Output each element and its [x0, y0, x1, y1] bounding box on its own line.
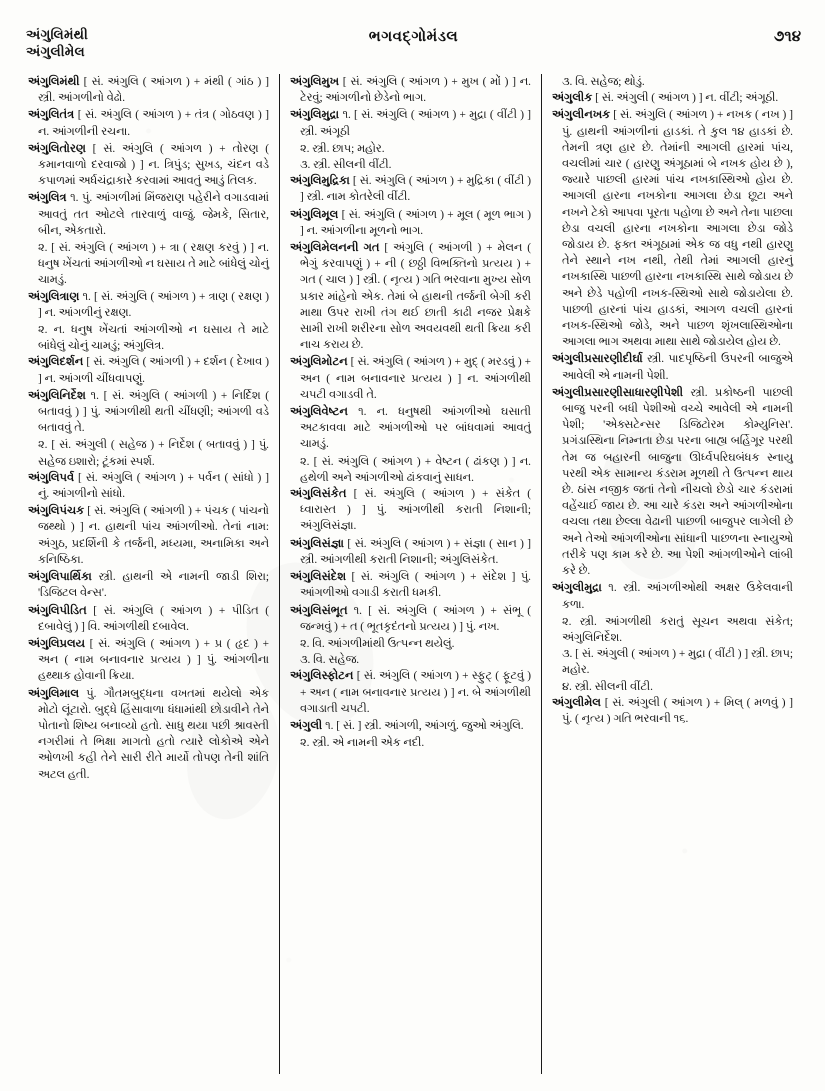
dictionary-entry: [290, 107, 531, 139]
entry-headword: અંગુલિમાલ: [28, 687, 80, 700]
entry-definition: [ સં. અંગુલિ ( આંગળ ) + મૂલ ( મૂળ ભાગ ) ] ન. આંગળીના મૂળનો ભાગ.: [300, 208, 531, 237]
entry-headword: અંગુલિસંજ્ઞા: [290, 537, 345, 550]
dictionary-entry: [290, 207, 531, 239]
entry-definition: [ સં. અંગુલી ( આંગળ ) + મિલ્ ( મળવું ) ] પું. ( નૃત્ય ) ગતિ ભરવાની ૧૬.: [562, 696, 793, 725]
entry-definition: ૨. સ્ત્રી. છાપ; મહોર.: [300, 142, 385, 155]
book-title: ભગવદ્ગોમંડલ: [368, 29, 459, 45]
entry-headword: અંગુલિતોરણ: [28, 142, 86, 155]
dictionary-sense: [552, 679, 793, 695]
entry-definition: સ્ત્રી. પાદપૃષ્ઠિની ઉપરની બાજુએ આવેલી એ નામની પેશી.: [562, 353, 793, 382]
column-1: [22, 74, 275, 1074]
dictionary-sense: [290, 735, 531, 751]
entry-definition: ૧. પું. આંગળીમાં મિંજરાણ પહેરીને વગાડવામાં આવતું તત ઓટલે તારવાળું વાજું. જેમકે, સિતાર, બીન, એકતારો.: [38, 192, 269, 237]
entry-headword: અંગુલિપાર્થિકા: [28, 571, 92, 584]
entry-definition: [ સં. અંગુલિ ( આંગળ ) + મુદ્ ( મરડવું ) + અન ( નામ બનાવનાર પ્રત્યય ) ] ન. આંગળીથી ચપટી વગાડવી તે.: [300, 356, 531, 401]
dictionary-entry: [28, 289, 269, 321]
entry-headword: અંગુલીમેલ: [552, 696, 601, 709]
dictionary-entry: [28, 354, 269, 386]
entry-definition: [ સં. અંગુલિ ( આંગળ ) + પ્ર ( હૃદ ) + અન ( નામ બનાવનાર પ્રત્યય ) ] પું. આંગળીના હથ્થાક હોવાની ક્રિયા.: [38, 637, 269, 683]
entry-definition: [ સં. અંગુલિ ( આંગળી ) + દર્શન ( દેખાવ ) ] ન. આંગળી ચીંધવાપણું.: [38, 356, 269, 385]
dictionary-entry: [28, 107, 269, 139]
entry-headword: અંગુલિમંથી: [28, 76, 80, 88]
dictionary-entry: [290, 569, 531, 601]
page-number: ૭૧૪: [773, 29, 801, 45]
entry-headword: અંગુલિત્ર: [28, 192, 67, 205]
dictionary-entry: [290, 404, 531, 453]
entry-definition: સ્ત્રી. પ્રકોષ્ઠની પાછલી બાજુ પરની બધી પેશીઓ વચ્ચે આવેલી એ નામની પેશી; 'એક્સટેન્સર ડિજિટોરમ કોમ્યુનિસ'. પ્રગંડાસ્થિના નિમ્નતા છેડા પરના બાહ્ય બર્હિગૂર પરથી તેમ જ બહારની બાજુના ઊર્ધ્વપરિઘબંધક સ્નાયુ પરથી એક સામાન્ય કંડરામ મૂળથી તે ઉત્પન્ન થાય છે. ઠાંસ નજીક જતાં તેનો નીચલો છેડો ચાર કંડરામાં વહેંચાઈ જાય છે. આ ચારે કંડરા અને આંગળીઓના વચલા તથા છેલ્લા વેઢાની પાછળી બાજુપર લાગેલી છે અને તેઓ આંગળીઓના સાંધાની પાછળના સ્નાયુઓ તરીકે પણ કામ કરે છે. આ પેશી આંગળીઓને લાંબી કરે છે.: [562, 386, 793, 578]
dictionary-entry: [290, 668, 531, 717]
columns-container: [22, 74, 805, 1074]
dictionary-entry: [28, 388, 269, 437]
entry-definition: [ સં. અંગુલિ ( આંગળી ) + પંચક ( પાંચનો જથ્થો ) ] ન. હાથની પાંચ આંગળીઓ. તેનાં નામ: અંગુઠ, પ્રદર્શિની કે તર્જની, મધ્યમા, અનામિકા અને કનિષ્ઠિકા.: [38, 505, 269, 566]
entry-headword: અંગુલિમૂલ: [290, 208, 339, 221]
entry-definition: [ સં. અંગુલિ ( આંગળ ) + સ્ફુટ્ ( ફૂટવું ) + અન ( નામ બનાવનાર પ્રત્યય ) ] ન. બે આંગળીથી વગાડાતી ચપટી.: [300, 670, 531, 715]
entry-definition: [ અંગુલિ ( આંગળી ) + મેલન ( ભેગું કરવાપણું ) + ની ( છઠ્ઠી વિભક્તિનો પ્રત્યય ) + ગત ( ચાલ ) ] સ્ત્રી. ( નૃત્ય ) ગતિ ભરવાના મુખ્ય સોળ પ્રકાર માંહેનો એક. તેમાં બે હાથની તર્જની બેગી કરી માથા ઉપર રાખી તંગ થઈ છાતી કાઢી નજર પ્રેક્ષકે સામી રાખી શરીરના સોળ અવયવથી થતી ક્રિયા કરી નાચ કરાય છે.: [300, 242, 531, 352]
running-word-first: અંગુલિમંથી: [26, 27, 89, 42]
entry-headword: અંગુલિત્રાણ: [28, 290, 80, 303]
dictionary-sense: [28, 322, 269, 354]
entry-definition: ૨. [ સં. અંગુલિ ( આંગળ ) + ત્રા ( રક્ષણ કરવું ) ] ન. ધનુષ ખેંચતાં આંગળીઓ ન ઘસાય તે માટે બાંધેલું ચોનું ચામડું.: [38, 242, 269, 287]
entry-headword: અંગુલિપર્વ: [28, 471, 75, 484]
dictionary-entry: [552, 385, 793, 579]
entry-headword: અંગુલીપ્રસારણીસાધારણીપેશી: [552, 386, 684, 399]
entry-definition: [ સં. અંગુલિ ( આંગળ ) + મંથી ( ગાંઠ ) ] સ્ત્રી. આંગળીનો વેઢો.: [38, 76, 269, 105]
entry-definition: ૨. ન. ધનુષ ખેંચતાં આંગળીઓ ન ઘસાય તે માટે બાંધેલું ચોનું ચામડું; અંગુલિત્ર.: [38, 324, 269, 353]
page-header: [26, 26, 801, 70]
entry-definition: [ સં. અંગુલી ( આંગળ ) ] ન. વીંટી; અંગૂઠી.: [592, 92, 779, 105]
dictionary-entry: [290, 718, 531, 734]
dictionary-sense: [290, 141, 531, 157]
entry-headword: અંગુલીપ્રસારણીદીર્ઘા: [552, 353, 643, 366]
entry-headword: અંગુલીમુદ્રા: [552, 582, 602, 595]
column-divider-1: [279, 74, 280, 1074]
entry-definition: સ્ત્રી. હાથની એ નામની જાડી શિરા; 'ડિજિટલ વેન્સ'.: [38, 571, 269, 600]
entry-headword: અંગુલિપંચક: [28, 505, 85, 518]
dictionary-sense: [290, 652, 531, 668]
dictionary-entry: [28, 636, 269, 685]
entry-definition: ૩. વિ. સહેજ; થોડું.: [562, 76, 645, 88]
dictionary-entry: [28, 141, 269, 190]
dictionary-sense: [552, 74, 793, 90]
dictionary-entry: [28, 190, 269, 239]
entry-headword: અંગુલિમુખ: [290, 76, 340, 88]
entry-headword: અંગુલિસંભૂત: [290, 604, 348, 617]
entry-definition: ૧. ન. ધનુષથી આંગળીઓ ઘસાતી અટકાવવા માટે આંગળીઓ પર બાંધવામાં આવતું ચામડું.: [300, 406, 531, 451]
entry-headword: અંગુલિમેલનની ગત: [290, 242, 380, 255]
entry-headword: અંગુલિદર્શન: [28, 356, 84, 369]
entry-definition: [ સં. અંગુલિ ( આંગળ ) + સંદેશ ] પું. આંગળીઓ વગાડી કરાતી ધમકી.: [300, 571, 531, 600]
dictionary-entry: [552, 90, 793, 106]
entry-definition: ૨. વિ. આંગળીમાંથી ઉત્પન્ન થયેલું.: [300, 637, 455, 650]
dictionary-entry: [552, 580, 793, 612]
dictionary-entry: [552, 107, 793, 350]
dictionary-entry: [28, 686, 269, 783]
dictionary-entry: [28, 470, 269, 502]
entry-definition: [ સં. અંગુલિ ( આંગળ ) + તંત્ર ( ગોઠવણ ) ] ન. આંગળીની રચના.: [38, 109, 269, 138]
dictionary-entry: [290, 536, 531, 568]
dictionary-entry: [28, 503, 269, 568]
dictionary-entry: [290, 74, 531, 106]
entry-definition: [ સં. અંગુલિ ( આંગળ ) + સંજ્ઞા ( સાન ) ] સ્ત્રી. આંગળીથી કરાતી નિશાની; અંગુલિસંકેત.: [300, 537, 531, 566]
entry-definition: [ સં. અંગુલિ ( આંગળ ) + તોરણ ( કમાનવાળો દરવાજો ) ] ન. ત્રિપુંડ; સુખડ, ચંદન વડે કપાળમાં અર્ધચંદ્રાકારે કરવામાં આવતું આડું તિલક.: [38, 142, 269, 188]
entry-definition: ૨. [ સં. અંગુલિ ( આંગળ ) + વેષ્ટન ( ઢાંકણ ) ] ન. હથેળી અને આંગળીઓ ઢાંકવાનું સાધન.: [300, 455, 531, 484]
entry-definition: પું. ગૌતમબુદ્ધના વખતમાં થયેલો એક મોટો લૂંટારો. બુદ્ધે હિંસાવાળા ધંધામાંથી છોડાવીને તેને પોતાનો શિષ્ય બનાવ્યો હતો. સાધુ થયા પછી શ્રાવસ્તી નગરીમાં તે ભિક્ષા માગતો હતો ત્યારે લોકોએ એને ઓળખી કહી તેને સારી રીતે માર્યો તોપણ તેની શાંતિ અટલ હતી.: [38, 687, 269, 781]
dictionary-entry: [290, 240, 531, 353]
entry-headword: અંગુલિપ્રલય: [28, 637, 85, 650]
entry-definition: ૪. સ્ત્રી. સીલની વીંટી.: [562, 680, 653, 693]
dictionary-entry: [290, 603, 531, 635]
entry-definition: ૧. [ સં. ] સ્ત્રી. આંગળી, આંગળું. જુઓ અંગુલિ.: [322, 719, 524, 732]
entry-definition: ૨. સ્ત્રી. એ નામની એક નદી.: [300, 737, 425, 750]
entry-headword: અંગુલિસ્ફોટન: [290, 670, 354, 683]
dictionary-entry: [552, 351, 793, 383]
entry-definition: [ સં. અંગુલિ ( આંગળ ) + મુખ ( મોં ) ] ન. ટેરવું; આંગળીનો છેડેનો ભાગ.: [300, 76, 531, 105]
dictionary-sense: [552, 646, 793, 678]
dictionary-entry: [28, 74, 269, 106]
entry-headword: અંગુલિવેષ્ટન: [290, 406, 348, 419]
entry-definition: ૩. વિ. સહેજ.: [300, 654, 360, 667]
entry-headword: અંગુલિપીડિત: [28, 604, 87, 617]
entry-headword: અંગુલિનિર્દેશ: [28, 389, 86, 402]
dictionary-entry: [290, 354, 531, 403]
dictionary-sense: [552, 614, 793, 646]
entry-definition: [ સં. અંગુલિ ( આંગળ ) + મુદ્રિકા ( વીંટી ) ] સ્ત્રી. નામ કોતરેલી વીંટી.: [300, 175, 531, 204]
entry-definition: ૨. સ્ત્રી. આંગળીથી કરાતું સૂચન અથવા સંકેત; અંગુલિનિર્દેશ.: [562, 615, 793, 644]
entry-definition: ૧. [ સં. અંગુલિ ( આંગળ ) + સંભૂ ( જન્મવું ) + ત ( ભૂતકૃદંતનો પ્રત્યય ) ] પું. નખ.: [300, 604, 531, 633]
entry-headword: અંગુલિતંત્ર: [28, 109, 75, 122]
entry-definition: [ સં. અંગુલિ ( આંગળ ) + પર્વન ( સાંધો ) ] નું. આંગળીનો સાંધો.: [38, 471, 269, 501]
entry-headword: અંગુલિસંદેશ: [290, 571, 347, 584]
entry-definition: ૧. [ સં. અંગુલિ ( આંગળ ) + ત્રાણ ( રક્ષણ ) ] ન. આંગળીનું રક્ષણ.: [38, 290, 269, 319]
entry-definition: ૧. [ સં. અંગુલિ ( આંગળ ) + મુદ્રા ( વીંટી ) ] સ્ત્રી. અંગૂઠી: [300, 109, 531, 138]
dictionary-entry: [28, 603, 269, 635]
column-divider-2: [541, 74, 542, 1074]
entry-definition: ૨. [ સં. અંગુલી ( સહેજ ) + નિર્દેશ ( બતાવવું ) ] પું. સહેજ ઇશારો; ટૂંકમાં સ્પર્શ.: [38, 439, 269, 468]
entry-headword: અંગુલિમોટન: [290, 356, 348, 369]
entry-definition: [ સં. અંગુલિ ( આંગળ ) + સંકેત ( ધ્વારાસ્ત ) ] પું. આંગળીથી કરાતી નિશાની; અંગુલિસંજ્ઞા.: [300, 488, 531, 533]
column-3: [546, 74, 799, 1074]
entry-definition: ૩. [ સં. અંગુલી ( આંગળ ) + મુદ્રા ( વીંટી ) ] સ્ત્રી. છાપ; મહોર.: [562, 648, 793, 677]
dictionary-sense: [28, 240, 269, 289]
dictionary-sense: [290, 454, 531, 486]
entry-definition: ૧. સ્ત્રી. આંગળીઓથી અક્ષર ઉકેલવાની કળા.: [562, 582, 793, 611]
entry-headword: અંગુલિમુદ્રિકા: [290, 175, 350, 188]
entry-headword: અંગુલિમુદ્રા: [290, 109, 340, 122]
entry-definition: ૩. સ્ત્રી. સીલની વીંટી.: [300, 159, 392, 172]
entry-headword: અંગુલીનખક: [552, 109, 611, 122]
dictionary-entry: [28, 569, 269, 601]
entry-headword: અંગુલિસંકેત: [290, 488, 347, 501]
dictionary-entry: [552, 695, 793, 727]
dictionary-sense: [28, 437, 269, 469]
dictionary-sense: [290, 636, 531, 652]
dictionary-sense: [290, 157, 531, 173]
dictionary-entry: [290, 486, 531, 535]
entry-definition: ૧. [ સં. અંગુલિ ( આંગળી ) + નિર્દિશ ( બતાવવું ) ] પું. આંગળીથી થતી ચીંધણી; આંગળી વડે બતાવવું તે.: [38, 389, 269, 435]
entry-definition: [ સં. અંગુલિ ( આંગળ ) + પીડિત ( દબાવેલું ) ] વિ. આંગળીથી દબાવેલ.: [38, 604, 269, 633]
entry-headword: અંગુલીક: [552, 92, 593, 105]
entry-headword: અંગુલી: [290, 719, 323, 732]
entry-definition: [ સં. અંગુલિ ( આંગળ ) + નખક ( નખ ) ] પું. હાથની આંગળીનાં હાડકાં. તે કુલ ૧૪ હાડકાં છે. તેમની ત્રણ હાર છે. તેમાંની આગલી હારમાં પાંચ, વચલીમાં ચાર ( હારણુ અંગૂઠામાં બે નખક હોય છે ), જ્યારે પાછલી હારમાં પાંચ નખકાસ્થિઓ હોય છે. આગલી હારના નખકોના આગલા છેડા છૂટા અને નખને ટેકો આપવા પૂરતા પહોળા છે અને તેના પાછલા છેડા વચલી હારના નખકોના આગલા છેડા જોડે જોડાય છે. ફક્ત અંગૂઠામાં એક જ વધુ નથી હારણુ તેને સ્થાને નખ નથી, તેથી તેમાં આગલી હારનું નખકાસ્થિ પાછળી હારના નખકાસ્થિ સાથે જોડાય છે અને છેડે પહોળી નખક-સ્થિઓ સાથે જોડાયેલા છે. પાછળી હારનાં પાંચ હાડકાં, આગળ વચલી હારનાં નખક-સ્થિઓ જોડે, અને પાછળ શૃંખલાસ્થિઓના આગલા ભાગ અથવા માથા સાથે જોડાયેલ હોય છે.: [562, 109, 793, 349]
running-word-last: અંગુલીમેલ: [26, 44, 85, 59]
dictionary-entry: [290, 173, 531, 205]
column-2: [284, 74, 537, 1074]
